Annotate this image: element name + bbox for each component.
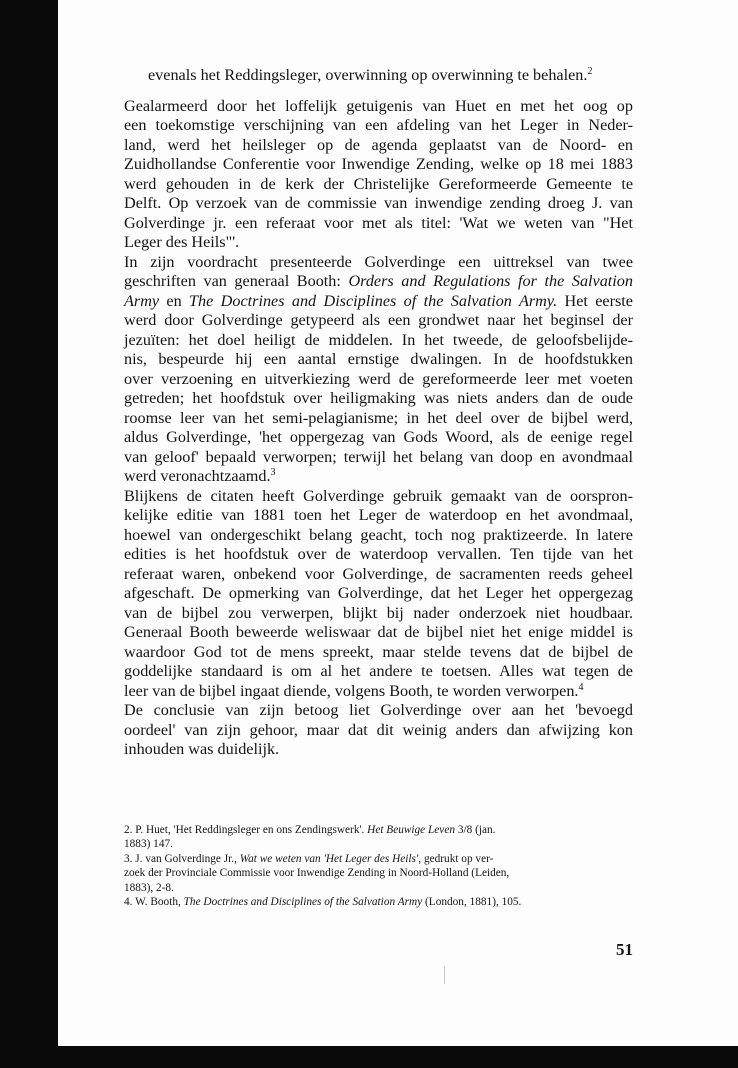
footnotes <box>124 823 633 909</box>
text-line: over verzoening en uitverkiezing werd de gereformeerde leer met voeten <box>124 369 633 388</box>
footnote-ref-4[interactable]: 4 <box>578 681 584 693</box>
text-line: afgeschaft. De opmerking van Golverdinge, dat het Leger het oppergezag <box>124 584 633 602</box>
body-text <box>124 66 633 760</box>
opening-line: evenals het Reddingsleger, overwinning op overwinning te behalen.$^2$ <box>148 66 593 84</box>
text-line: van geloof' bepaald verworpen; terwijl het belang van doop en avondmaal <box>124 447 633 466</box>
text-line: aldus Golverdinge, 'het oppergezag van Gods Woord, als de eenige regel <box>124 428 633 446</box>
text-line: hoewel van ondergeschikt belang geacht, toch nog praktizeerde. In latere <box>124 525 633 544</box>
text-line: Gealarmeerd door het loffelijk getuigenis van Huet en met het oog op <box>124 96 633 115</box>
text-line: waardoor God tot de mens spreekt, maar stelde tevens dat de bijbel de <box>124 642 633 661</box>
paragraph-2 <box>124 253 633 487</box>
text-line: Leger des Heils"'. <box>124 233 240 251</box>
book-title-doctrines: The Doctrines and Disciplines of the Salvation Army. <box>189 291 558 310</box>
book-title-army: Army <box>124 291 160 310</box>
text-line: nis, bespeurde hij een aantal ernstige dwalingen. In de hoofdstukken <box>124 350 633 368</box>
scan-mark <box>444 966 445 984</box>
footnote-ref-3[interactable]: 3 <box>270 467 276 478</box>
text-line: Golverdinge jr. een referaat voor met als titel: 'Wat we weten van "Het <box>124 213 633 232</box>
text-line: Army en The Doctrines and Disciplines of the Salvation Army. Het eerste <box>124 291 633 310</box>
page-number: 51 <box>616 940 633 959</box>
text-line: Zuidhollandse Conferentie voor Inwendige Zending, welke op 18 mei 1883 <box>124 155 633 173</box>
text-line: geschriften van generaal Booth: Orders and Regulations for the Salvation <box>124 272 633 290</box>
text-line: Generaal Booth beweerde weliswaar dat de bijbel niet het enige middel is <box>124 623 633 641</box>
text-line: werd door Golverdinge getypeerd als een grondwet naar het beginsel der <box>124 311 633 329</box>
text-line: land, werd het heilsleger op de agenda geplaatst van de Noord- en <box>124 135 633 154</box>
text-line: inhouden was duidelijk. <box>124 740 280 758</box>
paragraph-1 <box>124 97 633 253</box>
text-line: leer van de bijbel ingaat diende, volgens Booth, te worden verworpen.$^4$ <box>124 681 584 700</box>
book-title-orders: Orders and Regulations for the Salvation <box>348 272 633 290</box>
text-line: roomse leer van het semi-pelagianisme; in het deel over de bijbel werd, <box>124 408 633 427</box>
text-line: Blijkens de citaten heeft Golverdinge gebruik gemaakt van de oorspron- <box>124 486 633 505</box>
paragraph-3 <box>124 487 633 702</box>
footnote-ref-2[interactable]: 2 <box>587 66 593 77</box>
scan-bottom-border <box>0 1046 738 1068</box>
text-line: oordeel' van zijn gehoor, maar dat dit weinig anders dan afwijzing kon <box>124 720 633 739</box>
text-line: kelijke editie van 1881 toen het Leger de waterdoop en het avondmaal, <box>124 506 633 524</box>
text-line: referaat waren, onbekend voor Golverdinge, de sacramenten reeds geheel <box>124 564 633 583</box>
text-line: goddelijke standaard is om al het andere te toetsen. Alles wat tegen de <box>124 662 633 680</box>
text-line: Delft. Op verzoek van de commissie van inwendige zending droeg J. van <box>124 194 633 212</box>
text-line: van de bijbel zou verwerpen, blijkt bij nader onderzoek niet houdbaar. <box>124 603 633 622</box>
paragraph-4 <box>124 701 633 760</box>
text-line: edities is het hoofdstuk over de waterdoop vervallen. Ten tijde van het <box>124 545 633 563</box>
text-line: In zijn voordracht presenteerde Golverdinge een uittreksel van twee <box>124 252 633 271</box>
text-line: getreden; het hoofdstuk over heiligmaking was niets anders dan de oude <box>124 389 633 407</box>
footnote-4: 4. W. Booth, The Doctrines and Disciplines of the Salvation Army (London, 1881), 105. <box>124 896 522 909</box>
book-page <box>58 0 738 1046</box>
scan-left-border <box>0 0 58 1068</box>
footnote-2: 2. P. Huet, 'Het Reddingsleger en ons Zendingswerk'. Het Beuwige Leven 3/8 (jan. 1883) 147. <box>124 824 496 851</box>
footnote-3: 3. J. van Golverdinge Jr., Wat we weten van 'Het Leger des Heils', gedrukt op ver- zoek der Provinciale Commissie voor Inwendige Zending in Noord-Holland (Leiden, 1883), 2-8. <box>124 852 510 894</box>
text-line: jezuïten: het doel heiligt de middelen. In het tweede, de geloofsbelijde- <box>124 330 633 349</box>
text-line: een toekomstige verschijning van een afdeling van het Leger in Neder- <box>124 116 633 134</box>
text-line: werd gehouden in de kerk der Christelijke Gereformeerde Gemeente te <box>124 174 633 193</box>
text-line: De conclusie van zijn betoog liet Golverdinge over aan het 'bevoegd <box>124 701 633 719</box>
text-line: werd veronachtzaamd.$^3$ <box>124 467 276 485</box>
